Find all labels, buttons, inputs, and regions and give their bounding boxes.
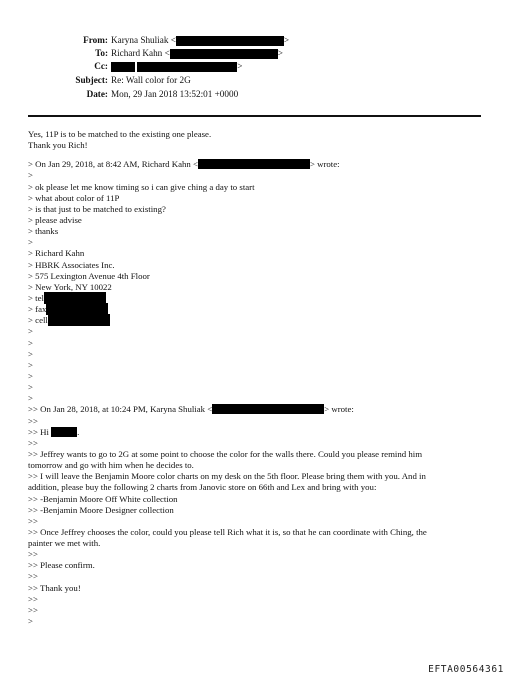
body-line: tomorrow and go with him when he decides to. [28, 460, 194, 471]
bracket: > [283, 35, 290, 45]
body-line: Yes, 11P is to be matched to the existing one please. [28, 129, 212, 139]
body-line: > [28, 359, 33, 370]
to-value [111, 47, 283, 59]
redaction-block [176, 36, 284, 46]
body-line: >> [28, 549, 38, 560]
quote-attribution: > On Jan 29, 2018, at 8:42 AM, Richard Kahn < [28, 159, 198, 170]
body-line: >> Please confirm. [28, 560, 95, 571]
body-line: >> [28, 604, 38, 615]
document-id: EFTA00564361 [428, 664, 504, 675]
body-line-greeting [28, 427, 488, 438]
body-line: Thank you Rich! [28, 140, 88, 151]
redaction-block [48, 314, 110, 326]
subject-value: Re: Wall color for 2G [111, 75, 191, 85]
greeting-period: . [77, 426, 80, 437]
body-line: >> [28, 515, 38, 526]
body-line: > please advise [28, 214, 82, 225]
body-line: >> -Benjamin Moore Off White collection [28, 493, 178, 504]
wrote-suffix: > wrote: [324, 404, 354, 415]
body-line: >> [28, 593, 38, 604]
fax-label: > fax [28, 304, 47, 315]
body-line: >> Thank you! [28, 582, 81, 593]
redaction-block [198, 159, 310, 169]
body-line: >> Once Jeffrey chooses the color, could you please tell Rich what it is, so that he can coordinate with Ching, the [28, 526, 427, 537]
redaction-block [137, 62, 237, 72]
body-line: > HBRK Associates Inc. [28, 259, 115, 270]
body-line: > [28, 237, 33, 248]
body-line: >> -Benjamin Moore Designer collection [28, 504, 174, 515]
to-text: Richard Kahn < [111, 48, 170, 58]
body-line: >> [28, 437, 38, 448]
body-line: > what about color of 11P [28, 192, 120, 203]
body-line-cell [28, 315, 488, 326]
body-line: > [28, 326, 33, 337]
bracket: > [237, 61, 243, 71]
body-line: > 575 Lexington Avenue 4th Floor [28, 270, 150, 281]
from-value [111, 34, 289, 46]
body-line: > is that just to be matched to existing? [28, 203, 166, 214]
body-line: > thanks [28, 226, 59, 237]
body-line: >> Jeffrey wants to go to 2G at some point to choose the color for the walls there. Could you please remind him [28, 448, 423, 459]
wrote-suffix: > wrote: [309, 159, 340, 170]
body-line: > [28, 170, 33, 181]
redaction-block [212, 404, 324, 414]
quote-attribution: >> On Jan 28, 2018, at 10:24 PM, Karyna Shuliak < [28, 404, 213, 415]
tel-label: > tel [28, 292, 44, 303]
redaction-block [51, 426, 80, 437]
body-line: addition, please buy the following 2 charts from Janovic store on 66th and Lex and bring with you: [28, 482, 377, 493]
body-line: >> [28, 571, 38, 582]
body-line: > ok please let me know timing so i can give ching a day to start [28, 181, 255, 192]
from-text: Karyna Shuliak < [111, 35, 176, 45]
body-line: > New York, NY 10022 [28, 281, 112, 292]
body-line: >> I will leave the Benjamin Moore color charts on my desk on the 5th floor. Please bring them with you. And in [28, 471, 426, 482]
body-gap [28, 151, 488, 159]
body-line: > [28, 393, 33, 404]
bracket: > [277, 48, 283, 58]
date-value: Mon, 29 Jan 2018 13:52:01 +0000 [111, 89, 239, 99]
body-line: > [28, 337, 33, 348]
cc-value [111, 60, 242, 72]
body-line-quoted-header-2 [28, 404, 488, 415]
header-divider [28, 115, 481, 117]
subject-label: Subject: [75, 75, 108, 85]
body-line: > [28, 370, 33, 381]
email-body [28, 129, 488, 627]
date-label: Date: [86, 89, 108, 99]
body-line: painter we met with. [28, 538, 101, 549]
body-line: > Richard Kahn [28, 248, 85, 259]
to-label: To: [95, 48, 108, 58]
redaction-block [170, 49, 278, 59]
body-line: > [28, 348, 33, 359]
greeting-text: >> Hi [28, 426, 49, 437]
body-line: >> [28, 415, 38, 426]
cc-label: Cc: [94, 61, 108, 71]
body-line-quoted-header [28, 159, 488, 170]
body-line: > [28, 616, 33, 627]
redaction-block [111, 62, 135, 72]
from-label: From: [83, 35, 108, 45]
cell-label: > cell [28, 315, 48, 326]
body-line: > [28, 382, 33, 393]
